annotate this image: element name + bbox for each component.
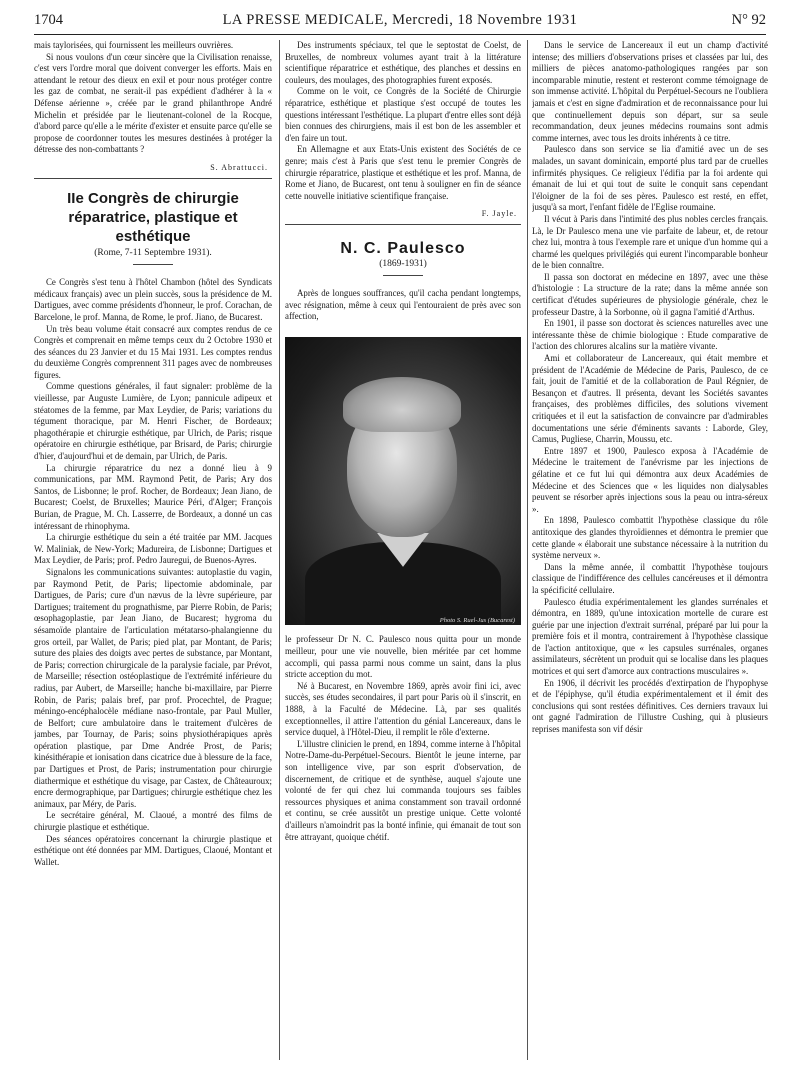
page-header (34, 12, 766, 32)
paragraph: Né à Bucarest, en Novembre 1869, après avoir fini ici, avec succès, ses études secondaires, il part pour Paris où il s'inscrit, en 1888, à la Faculté de Médecine. Là, par ses qualités exceptionnelles, il attire l'attention du génial Lancereaux, dans le service duquel, à l'Hôtel-Dieu, il remplit le rôle d'externe. (285, 680, 521, 738)
paragraph: L'illustre clinicien le prend, en 1894, comme interne à l'hôpital Notre-Dame-du-Perpétuel-Secours. Bientôt le jeune interne, par son intelligence vive, par son esprit d'observation, de discernement, de critique et de synthèse, auquel s'ajoute une volonté de fer qui chez lui commanda toujours ses faibles ressources physiques et anima constamment son travail ordonné et continu, se crée aussitôt un prestige unique. Cette volonté d'ailleurs n'amoindrit pas la bonté infinie, qui émanait de tout son être attrayant, quoique chétif. (285, 738, 521, 842)
journal-title: LA PRESSE MEDICALE, Mercredi, 18 Novembre 1931 (222, 12, 578, 28)
obituary-dates: (1869-1931) (379, 258, 427, 269)
title-rule (133, 264, 173, 265)
page-number: 1704 (34, 12, 63, 28)
paragraph: En 1898, Paulesco combattit l'hypothèse classique du rôle antitoxique des glandes thyroïdiennes et démontra le premier que cette glande « élaborait une substance nécessaire à la nutrition du système nerveux ». (532, 515, 768, 561)
obituary-title: N. C. Paulesco (340, 239, 466, 257)
issue-number: N° 92 (731, 12, 766, 28)
portrait-photo (285, 337, 521, 625)
column-divider (527, 40, 528, 1060)
column-1 (34, 40, 272, 1070)
paragraph: Il vécut à Paris dans l'intimité des plus nobles cercles français. Là, le Dr Paulesco mena une vie parfaite de labeur, et, de retour chez lui, montra à tous l'exemple rare et unique d'un homme qui a charmé les quelques privilégiés qui eurent l'incomparable bonheur de le bien connaître. (532, 213, 768, 271)
paragraph: Il passa son doctorat en médecine en 1897, avec une thèse d'histologie : La structure de la rate; dans la même année son certificat d'études supérieures de physiologie générale, chez le professeur Dastre, à la Sorbonne, où il gagna l'amitié d'Arthus. (532, 271, 768, 317)
congress-dates: (Rome, 7-11 Septembre 1931). (94, 247, 212, 258)
portrait-hair (343, 377, 461, 432)
paragraph: Des instruments spéciaux, tel que le septostat de Coelst, de Bruxelles, de nombreux volumes ayant trait à la littérature scientifique réparatrice et esthétique, des planches et dessins en couleurs, des moulages, des photographies furent exposés. (285, 40, 521, 85)
congress-title: IIe Congrès de chirurgie réparatrice, plastique et esthétique (67, 189, 239, 245)
column-3 (532, 40, 768, 1070)
photo-credit: Photo S. Ruel-Jus (Bucarest) (439, 616, 515, 624)
paragraph: Comme questions générales, il faut signaler: problème de la vieillesse, par Auguste Lumière, de Lyon; pannicule adipeux et stéatomes de la femme, par Max Leydier, de Paris; variations du tégument thoracique, par M. Henri Fischer, de Bordeaux; phagothérapie et chirurgie esthétique, par Ulrich, de Paris; risque opératoire en chirurgie esthétique, par Brisard, de Paris; chirurgie d'hier, d'aujourd'hui et de demain, par Ulrich, de Paris. (34, 381, 272, 462)
paragraph: En 1901, il passe son doctorat ès sciences naturelles avec une intéressante thèse de chimie biologique : Etude comparative de l'action des chlorures alcalins sur la matière vivante. (532, 318, 768, 352)
paragraph: mais taylorisées, qui fournissent les meilleurs ouvrières. (34, 40, 234, 50)
paragraph: Si nous voulons d'un cœur sincère que la Civilisation renaisse, c'est vers l'ordre moral que doivent converger les efforts. Mais en attendant le retour des dieux en exil et pour nous protéger contre les gaz de combat, ne serait-il pas expédient d'adhérer à la « Défense aérienne », créée par le grand philanthrope André Michelin et présidée par le lieutenant-colonel de la Rocque, d'abord parce qu'elle a le mérite d'exister et ensuite parce qu'elle se propose de coordonner toutes les mesures destinées à protéger la détresse des non-combattants ? (34, 51, 272, 155)
paragraph: Signalons les communications suivantes: autoplastie du vagin, par Raymond Petit, de Paris; lipectomie abdominale, par Dartigues, de Paris; cure d'un nævus de la lèvre supérieure, par Dartigues; traitement du prognathisme, par Pierre Robin, de Paris; œsophagoplastie, par Jean Jiano, de Bucarest; hygroma du sésamoïde plantaire de l'articulation métatarso-phalangienne du gros orteil, par Wallet, de Paris; pied plat, par Montant, de Paris; suture des plaies des doigts avec pertes de substance, par Montant, de Paris; correction chirurgicale de la paralysie faciale, par Prévot, de Marseille; résection ostéoplastique de l'extrémité inférieure du radius, par Aubert, de Marseille; hanche bi-maxillaire, par Pierre Robin, de Paris; palais bref, par prof. Procechtel, de Prague; méningo-encéphalocèle médiane naso-frontale, par Paul Muller, de Belfort; cure ambulatoire dans le traitement d'ulcères de jambes, par Tournay, de Paris; soins physiothérapiques après opération plastique, par Dme Andrée Prost, de Paris; kinésithérapie et ionisation dans cicatrice due à blessure de la face, par Dartigues et Prost, de Paris; instrumentation pour chirurgie diathermique et esthétique du visage, par Castex, de Châteauroux; encre dermographique, par Dartigues; chirurgie esthétique chez les animaux, par Méry, de Paris. (34, 566, 272, 809)
signature: F. Jayle. (481, 209, 517, 219)
paragraph: Ce Congrès s'est tenu à l'hôtel Chambon (hôtel des Syndicats médicaux français) avec un plein succès, sous la présidence de M. Dartigues, avec comme présidents d'honneur, le prof. Corachan, de Barcelone, le prof. Manna, de Rome, le prof. Jiano, de Bucarest. (34, 277, 272, 322)
paragraph: Dans le service de Lancereaux il eut un champ d'activité intense; des milliers d'observations prises et classées par lui, des milliers de pièces anatomo-pathologiques rangées par son incomparable minutie, restent et resteront comme témoignage de son immense activité. L'hôpital du Perpétuel-Secours ne l'oubliera jamais et c'est en signe d'admiration et de reconnaissance pour lui que continuellement depuis son départ, sur sa seule recommandation, deux jeunes médecins roumains sont admis comme internes, avec tous les droits inhérents à ce titre. (532, 40, 768, 143)
paragraph: La chirurgie réparatrice du nez a donné lieu à 9 communications, par MM. Raymond Petit, de Paris; Ary dos Santos, de Lisbonne; le prof. Rocher, de Bordeaux; Jean Jiano, de Bucarest; Coelst, de Bruxelles; Maurice Péri, d'Alger; François Burian, de Prague, M. Ch. Lasserre, de Bordeaux, a donné un cas intéressant de rhinophyma. (34, 462, 272, 531)
paragraph: Après de longues souffrances, qu'il cacha pendant longtemps, avec résignation, même à ceux qui l'entouraient de près avec son affection, (285, 288, 521, 322)
header-rule (34, 34, 766, 35)
column-divider (279, 40, 280, 1060)
paragraph: Le secrétaire général, M. Claoué, a montré des films de chirurgie plastique et esthétique. (34, 810, 272, 833)
signature: S. Abrattucci. (210, 162, 268, 172)
title-rule (383, 275, 423, 276)
paragraph: Ami et collaborateur de Lancereaux, qui était membre et président de l'Académie de Médecine de Paris, Paulesco, de ce fait, jouit de l'amitié et de la collaboration de Paul Régnier, de Besançon et d'autres. Il présenta, devant les Sociétés savantes françaises, des problèmes difficiles, des solutions vivement critiquées et il eut la satisfaction de convaincre par d'admirables documentations une série d'éminents savants : Laborde, Gley, Camus, Pugliese, Charrin, Moussu, etc. (532, 353, 768, 445)
paragraph: En Allemagne et aux Etats-Unis existent des Sociétés de ce genre; mais c'est à Paris que s'est tenu le premier Congrès de chirurgie réparatrice, plastique et esthétique et les prof. Manna, de Rome et Jiano, de Bucarest, ont tenu à souligner en fin de séance cette nouvelle initiative scientifique française. (285, 144, 521, 201)
paragraph: Des séances opératoires concernant la chirurgie plastique et esthétique ont été données par MM. Dartigues, Claoué, Montant et Wallet. (34, 833, 272, 867)
paragraph: Dans la même année, il combattit l'hypothèse toujours classique de l'indifférence des cellules cancéreuses et il démontra la spécificité cellulaire. (532, 561, 768, 595)
article-separator (34, 178, 272, 179)
paragraph: En 1906, il décrivit les procédés d'extirpation de l'hypophyse et de l'épiphyse, qu'il étudia expérimentalement et il émit des conclusions qui sont restées définitives. Ces derniers travaux lui ont gagné l'admiration de l'illustre Cushing, qui à plusieurs reprises manifesta son vif désir (532, 677, 768, 735)
paragraph: Un très beau volume était consacré aux comptes rendus de ce Congrès et comprenait en même temps ceux du 2 Octobre 1930 et des séances du 23 Janvier et du 15 Mai 1931. Les comptes rendus du deuxième Congrès comprennent 311 pages avec de nombreuses figures. (34, 323, 272, 380)
paragraph: La chirurgie esthétique du sein a été traitée par MM. Jacques W. Maliniak, de New-York; Madureira, de Lisbonne; Dartigues et Max Leydier, de Paris; prof. Pedro Jauregui, de Buenos-Ayres. (34, 532, 272, 566)
paragraph: Entre 1897 et 1900, Paulesco exposa à l'Académie de Médecine le traitement de l'anévrisme par les injections de gélatine et ce fut lui qui démontra aux deux Académies de Médecine et des Sciences que « les liquides non dialysables peuvent se résorber après injections sous la peau ou intra-séreux ». (532, 445, 768, 514)
column-2 (285, 40, 521, 1070)
article-separator (285, 224, 521, 225)
paragraph: Paulesco étudia expérimentalement les glandes surrénales et démontra, en 1889, qu'une intoxication mortelle de curare est guérie par une injection d'extrait surrénal, préparé par lui pour la première fois et il montra, contrairement à l'hypothèse classique de l'action antitoxique, que « les capsules surrénales, organes assimilateurs, sécrètent un produit qui se localise dans les plaques motrices et qui sert d'amorce aux contractions musculaires ». (532, 596, 768, 677)
paragraph: Paulesco dans son service se lia d'amitié avec un de ses malades, un savant dominicain, emporté plus tard par de cruelles infirmités physiques. Ce religieux l'édifia par la foi ardente qui émanait de lui et qui tout de suite le conquit sans cependant l'éloigner de la foi de ses pères. Paulesco est resté, en effet, jusqu'à sa mort, l'enfant fidèle de l'Eglise roumaine. (532, 144, 768, 213)
paragraph: Comme on le voit, ce Congrès de la Société de Chirurgie réparatrice, esthétique et plastique s'est occupé de toutes les questions intéressant l'esthétique. La plupart d'entre elles sont déjà bien connues des chirurgiens, mais il est bon de les assembler et d'en faire un tout. (285, 86, 521, 143)
paragraph: le professeur Dr N. C. Paulesco nous quitta pour un monde meilleur, pour une vie nouvelle, bien méritée par cet homme accompli, qui passa parmi nous comme un saint, dans la plus stricte acception du mot. (285, 634, 521, 680)
